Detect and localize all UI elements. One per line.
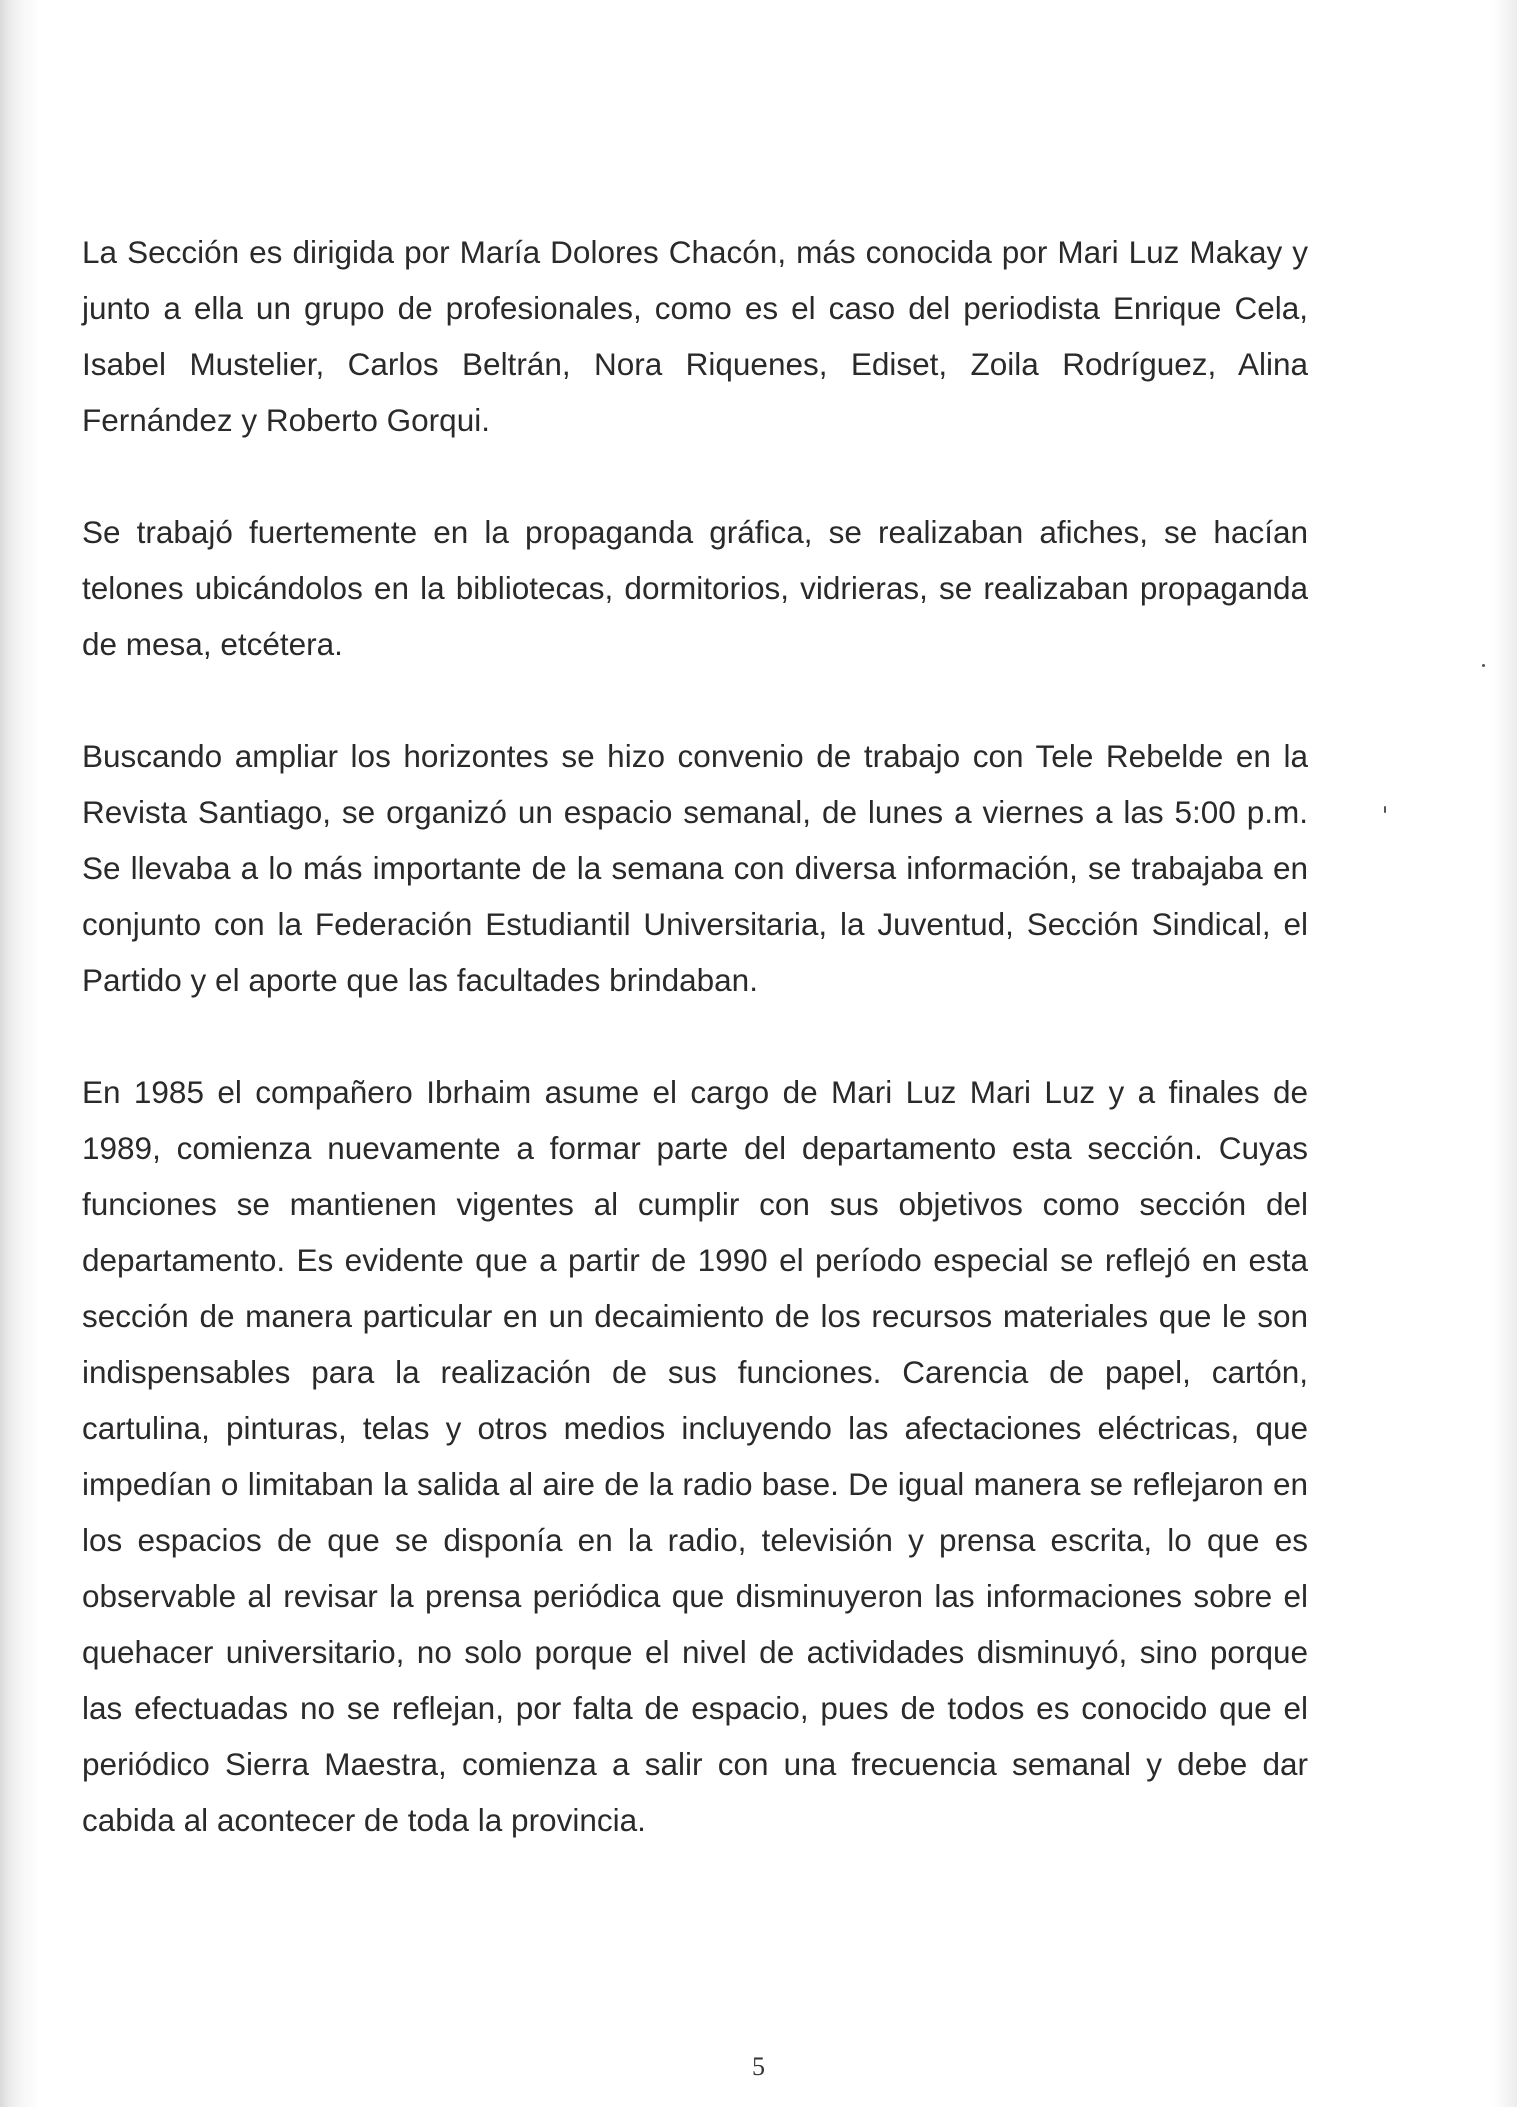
paragraph-graphic-propaganda: Se trabajó fuertemente en la propaganda gráfica, se realizaban afiches, se hacían telones ubicándolos en la bibliotecas, dormitorios, vidrieras, se realizaban propaganda de mesa, etcétera. (82, 514, 1308, 662)
paragraph-tele-rebelde: Buscando ampliar los horizontes se hizo convenio de trabajo con Tele Rebelde en la Revista Santiago, se organizó un espacio semanal, de lunes a viernes a las 5:00 p.m. Se llevaba a lo más importante de la semana con diversa información, se trabajaba en conjunto con la Federación Estudiantil Universitaria, la Juventud, Sección Sindical, el Partido y el aporte que las facultades brindaban. (82, 738, 1308, 998)
body-text (82, 224, 1308, 1904)
page-number: 5 (752, 2052, 765, 2081)
paragraph-special-period: En 1985 el compañero Ibrhaim asume el cargo de Mari Luz Mari Luz y a finales de 1989, comienza nuevamente a formar parte del departamento esta sección. Cuyas funciones se mantienen vigentes al cumplir con sus objetivos como sección del departamento. Es evidente que a partir de 1990 el período especial se reflejó en esta sección de manera particular en un decaimiento de los recursos materiales que le son indispensables para la realización de sus funciones. Carencia de papel, cartón, cartulina, pinturas, telas y otros medios incluyendo las afectaciones eléctricas, que impedían o limitaban la salida al aire de la radio base. De igual manera se reflejaron en los espacios de que se disponía en la radio, televisión y prensa escrita, lo que es observable al revisar la prensa periódica que disminuyeron las informaciones sobre el quehacer universitario, no solo porque el nivel de actividades disminuyó, sino porque las efectuadas no se reflejan, por falta de espacio, pues de todos es conocido que el periódico Sierra Maestra, comienza a salir con una frecuencia semanal y debe dar cabida al acontecer de toda la provincia. (82, 1074, 1308, 1838)
paragraph-section-staff: La Sección es dirigida por María Dolores Chacón, más conocida por Mari Luz Makay y junto a ella un grupo de profesionales, como es el caso del periodista Enrique Cela, Isabel Mustelier, Carlos Beltrán, Nora Riquenes, Ediset, Zoila Rodríguez, Alina Fernández y Roberto Gorqui. (82, 234, 1308, 438)
scan-speck (1384, 806, 1386, 813)
scan-speck (1482, 664, 1485, 667)
